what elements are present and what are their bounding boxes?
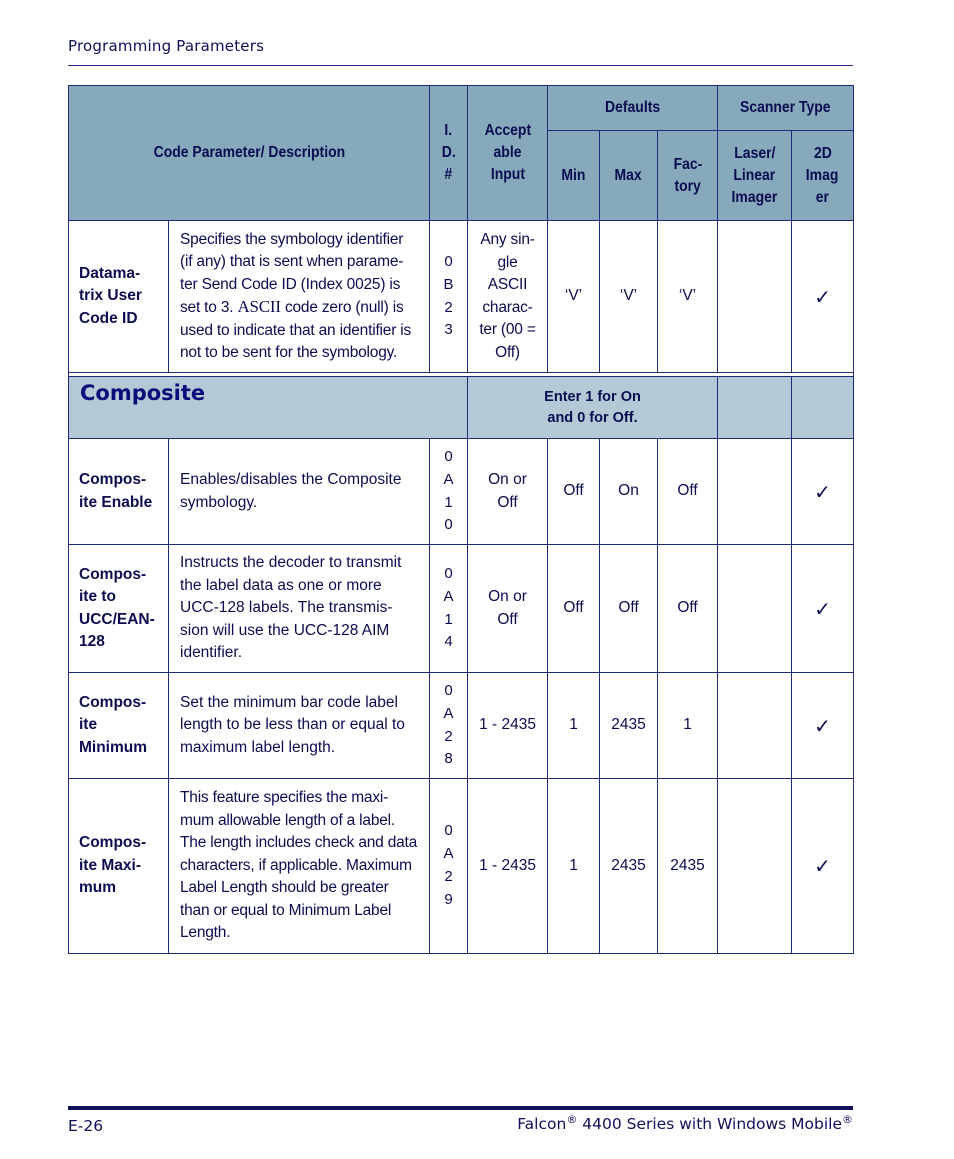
- header-factory: Fac- tory: [658, 131, 718, 221]
- parameter-description: Enables/disables the Composite symbology.: [169, 439, 430, 545]
- header-code-parameter: Code Parameter/ Description: [69, 86, 430, 221]
- default-factory: Off: [658, 545, 718, 673]
- header-2d-imager: 2D Imag er: [792, 131, 854, 221]
- acceptable-input: On or Off: [468, 545, 548, 673]
- parameter-name: Compos- ite to UCC/EAN- 128: [69, 545, 169, 673]
- checkmark-icon: ✓: [792, 673, 854, 779]
- laser-linear-support: [718, 779, 792, 954]
- checkmark-icon: ✓: [792, 221, 854, 373]
- running-header: Programming Parameters: [68, 37, 265, 55]
- default-max: On: [600, 439, 658, 545]
- footer-rule: [68, 1106, 853, 1110]
- parameter-id: 0 A 1 0: [430, 439, 468, 545]
- table-row-datamatrix-user-code-id: [69, 221, 854, 373]
- header-id-number: I. D. #: [430, 86, 468, 221]
- parameter-name: Compos- ite Enable: [69, 439, 169, 545]
- parameter-description: Set the minimum bar code label length to be less than or equal to maximum label length.: [169, 673, 430, 779]
- default-factory: Off: [658, 439, 718, 545]
- parameter-id: 0 A 2 8: [430, 673, 468, 779]
- checkmark-icon: ✓: [792, 545, 854, 673]
- default-max: Off: [600, 545, 658, 673]
- header-max: Max: [600, 131, 658, 221]
- checkmark-icon: ✓: [792, 779, 854, 954]
- default-min: 1: [548, 779, 600, 954]
- header-min: Min: [548, 131, 600, 221]
- laser-linear-support: [718, 673, 792, 779]
- parameter-name: Compos- ite Minimum: [69, 673, 169, 779]
- parameter-description: Instructs the decoder to transmit the label data as one or more UCC-128 labels. The transmis-sion will use the UCC-128 AIM identifier.: [169, 545, 430, 673]
- parameter-id: 0 A 2 9: [430, 779, 468, 954]
- default-min: ‘V’: [548, 221, 600, 373]
- laser-linear-support: [718, 221, 792, 373]
- parameter-id: 0 A 1 4: [430, 545, 468, 673]
- parameter-name: Compos- ite Maxi- mum: [69, 779, 169, 954]
- default-max: ‘V’: [600, 221, 658, 373]
- default-min: Off: [548, 545, 600, 673]
- checkmark-icon: ✓: [792, 439, 854, 545]
- default-min: 1: [548, 673, 600, 779]
- section-title: Composite: [69, 377, 468, 439]
- parameter-id: 0 B 2 3: [430, 221, 468, 373]
- laser-linear-support: [718, 545, 792, 673]
- parameter-name: Datama- trix User Code ID: [69, 221, 169, 373]
- acceptable-input: Any sin- gle ASCII charac- ter (00 = Off): [468, 221, 548, 373]
- default-min: Off: [548, 439, 600, 545]
- header-rule: [68, 65, 853, 66]
- product-name: Falcon® 4400 Series with Windows Mobile®: [517, 1113, 853, 1134]
- header-acceptable-input: Accept able Input: [468, 86, 548, 221]
- section-header-composite: [69, 377, 854, 439]
- header-laser-linear-imager: Laser/ Linear Imager: [718, 131, 792, 221]
- table-row: [69, 439, 854, 545]
- header-scanner-type: Scanner Type: [718, 86, 854, 131]
- page-number: E-26: [68, 1117, 104, 1135]
- acceptable-input: 1 - 2435: [468, 779, 548, 954]
- ascii-term: ASCII: [237, 297, 281, 316]
- parameter-table: [68, 85, 854, 954]
- default-factory: 2435: [658, 779, 718, 954]
- default-factory: 1: [658, 673, 718, 779]
- table-row: [69, 673, 854, 779]
- section-empty-2d: [792, 377, 854, 439]
- default-factory: ‘V’: [658, 221, 718, 373]
- section-note: Enter 1 for On and 0 for Off.: [468, 377, 718, 439]
- default-max: 2435: [600, 673, 658, 779]
- section-empty-laser: [718, 377, 792, 439]
- default-max: 2435: [600, 779, 658, 954]
- laser-linear-support: [718, 439, 792, 545]
- table-row: [69, 779, 854, 954]
- parameter-description: Specifies the symbology identifier (if any) that is sent when parame-ter Send Code ID (Index 0025) is set to 3. ASCII code zero (null) is used to indicate that an identifier is not to be sent for the symbology.: [169, 221, 430, 373]
- acceptable-input: 1 - 2435: [468, 673, 548, 779]
- header-defaults: Defaults: [548, 86, 718, 131]
- parameter-description: This feature specifies the maxi-mum allowable length of a label. The length includes check and data characters, if applicable. Maximum Label Length should be greater than or equal to Minimum Label Length.: [169, 779, 430, 954]
- acceptable-input: On or Off: [468, 439, 548, 545]
- table-row: [69, 545, 854, 673]
